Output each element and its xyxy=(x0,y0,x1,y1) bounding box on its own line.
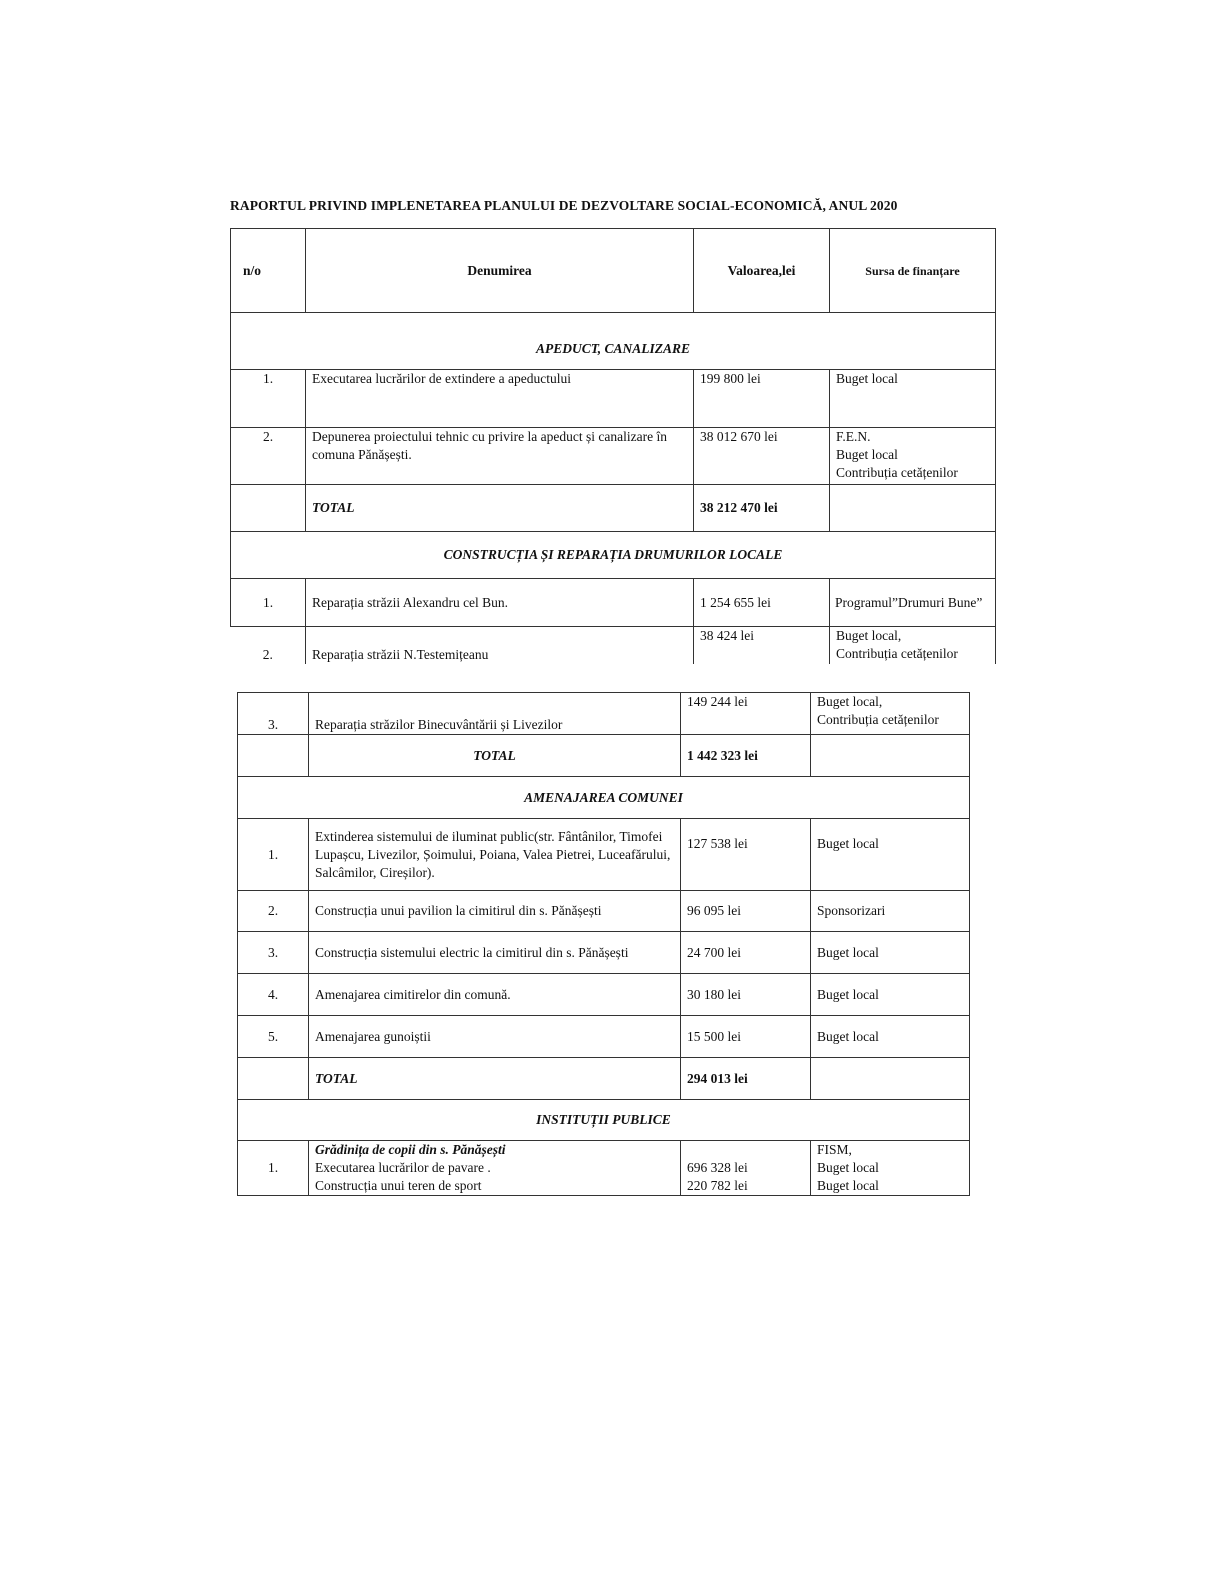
row-source: Sponsorizari xyxy=(811,891,970,932)
row-source xyxy=(811,693,970,735)
row-source: Buget local xyxy=(811,819,970,891)
total-value: 294 013 lei xyxy=(681,1058,811,1100)
total-row xyxy=(231,485,996,532)
subitem-value: 220 782 lei xyxy=(687,1178,748,1193)
row-no: 2. xyxy=(231,627,306,664)
total-label: TOTAL xyxy=(309,735,681,777)
row-source xyxy=(830,485,996,532)
row-no: 1. xyxy=(238,1141,309,1196)
row-no: 1. xyxy=(231,370,306,428)
table-row xyxy=(238,819,970,891)
row-no: 4. xyxy=(238,974,309,1016)
row-no: 2. xyxy=(238,891,309,932)
row-name: Extinderea sistemului de iluminat public(str. Fântânilor, Timofei Lupașcu, Livezilor, Șoimului, Poiana, Valea Pietrei, Luceafărului, Salcâmilor, Cireșilor). xyxy=(309,819,681,891)
row-source xyxy=(811,1058,970,1100)
row-name: Construcția unui pavilion la cimitirul din s. Pănășești xyxy=(309,891,681,932)
section-title-apeduct: APEDUCT, CANALIZARE xyxy=(231,313,996,370)
row-value: 149 244 lei xyxy=(681,693,811,735)
table-row xyxy=(238,932,970,974)
row-name xyxy=(309,1141,681,1196)
row-value: 38 424 lei xyxy=(694,627,830,664)
report-table-part-1 xyxy=(230,228,996,664)
table-header-row xyxy=(231,229,996,313)
row-source xyxy=(811,1141,970,1196)
row-subitem: Executarea lucrărilor de pavare . xyxy=(315,1160,491,1175)
table-row xyxy=(231,370,996,428)
section-row-amenajare xyxy=(238,777,970,819)
total-label: TOTAL xyxy=(309,1058,681,1100)
row-name: Executarea lucrărilor de extindere a apeductului xyxy=(306,370,694,428)
row-source: Programul”Drumuri Bune” xyxy=(830,579,996,627)
source-line: Contribuția cetățenilor xyxy=(817,712,939,727)
row-no: 2. xyxy=(231,428,306,485)
section-row-drumuri xyxy=(231,532,996,579)
header-name: Denumirea xyxy=(306,229,694,313)
table-row xyxy=(231,579,996,627)
subitem-value: 696 328 lei xyxy=(687,1160,748,1175)
row-value: 1 254 655 lei xyxy=(694,579,830,627)
row-no: 3. xyxy=(238,932,309,974)
row-name: Reparația străzii Alexandru cel Bun. xyxy=(306,579,694,627)
document-title: RAPORTUL PRIVIND IMPLENETAREA PLANULUI DE DEZVOLTARE SOCIAL-ECONOMICĂ, ANUL 2020 xyxy=(230,198,898,213)
row-source xyxy=(811,735,970,777)
source-line: Buget local, xyxy=(817,694,883,709)
total-label: TOTAL xyxy=(306,485,694,532)
row-value: 96 095 lei xyxy=(681,891,811,932)
section-title-drumuri: CONSTRUCȚIA ȘI REPARAȚIA DRUMURILOR LOCALE xyxy=(231,532,996,579)
row-source: Buget local xyxy=(811,974,970,1016)
section-row-apeduct xyxy=(231,313,996,370)
row-name: Amenajarea cimitirelor din comună. xyxy=(309,974,681,1016)
source-line: Buget local xyxy=(817,1178,879,1193)
row-source xyxy=(830,627,996,664)
row-source xyxy=(830,428,996,485)
header-source: Sursa de finanțare xyxy=(830,229,996,313)
total-row xyxy=(238,735,970,777)
row-no: 1. xyxy=(231,579,306,627)
row-no: 1. xyxy=(238,819,309,891)
header-value: Valoarea,lei xyxy=(694,229,830,313)
header-no: n/o xyxy=(231,229,306,313)
total-row xyxy=(238,1058,970,1100)
row-name: Amenajarea gunoiștii xyxy=(309,1016,681,1058)
row-name: Depunerea proiectului tehnic cu privire la apeduct și canalizare în comuna Pănășești. xyxy=(306,428,694,485)
table-row xyxy=(238,1141,970,1196)
row-value xyxy=(681,1141,811,1196)
row-name: Reparația străzii N.Testemițeanu xyxy=(306,627,694,664)
row-value: 24 700 lei xyxy=(681,932,811,974)
table-row xyxy=(238,693,970,735)
source-line: FISM, xyxy=(817,1142,852,1157)
row-value: 30 180 lei xyxy=(681,974,811,1016)
total-value: 1 442 323 lei xyxy=(681,735,811,777)
row-name: Construcția sistemului electric la cimitirul din s. Pănășești xyxy=(309,932,681,974)
section-title-institutii: INSTITUȚII PUBLICE xyxy=(238,1100,970,1141)
table-row xyxy=(238,891,970,932)
row-subitem: Construcția unui teren de sport xyxy=(315,1178,482,1193)
table-row xyxy=(231,428,996,485)
source-line: Buget local, xyxy=(836,628,902,643)
source-line: Contribuția cetățenilor xyxy=(836,646,958,661)
row-no: 5. xyxy=(238,1016,309,1058)
section-row-institutii xyxy=(238,1100,970,1141)
row-source: Buget local xyxy=(830,370,996,428)
row-no xyxy=(238,1058,309,1100)
row-source: Buget local xyxy=(811,1016,970,1058)
source-line: F.E.N. xyxy=(836,429,871,444)
row-source: Buget local xyxy=(811,932,970,974)
table-row xyxy=(231,627,996,664)
row-no xyxy=(231,485,306,532)
source-line: Buget local xyxy=(836,447,898,462)
section-title-amenajare: AMENAJAREA COMUNEI xyxy=(238,777,970,819)
report-table-part-2 xyxy=(237,692,970,1196)
row-value: 127 538 lei xyxy=(681,819,811,891)
source-line: Buget local xyxy=(817,1160,879,1175)
total-value: 38 212 470 lei xyxy=(694,485,830,532)
source-line: Contribuția cetățenilor xyxy=(836,465,958,480)
row-value: 199 800 lei xyxy=(694,370,830,428)
row-heading: Grădinița de copii din s. Pănășești xyxy=(315,1142,506,1157)
row-value: 15 500 lei xyxy=(681,1016,811,1058)
row-no: 3. xyxy=(238,693,309,735)
row-value: 38 012 670 lei xyxy=(694,428,830,485)
row-name: Reparația străzilor Binecuvântării și Livezilor xyxy=(309,693,681,735)
table-row xyxy=(238,1016,970,1058)
table-row xyxy=(238,974,970,1016)
row-no xyxy=(238,735,309,777)
